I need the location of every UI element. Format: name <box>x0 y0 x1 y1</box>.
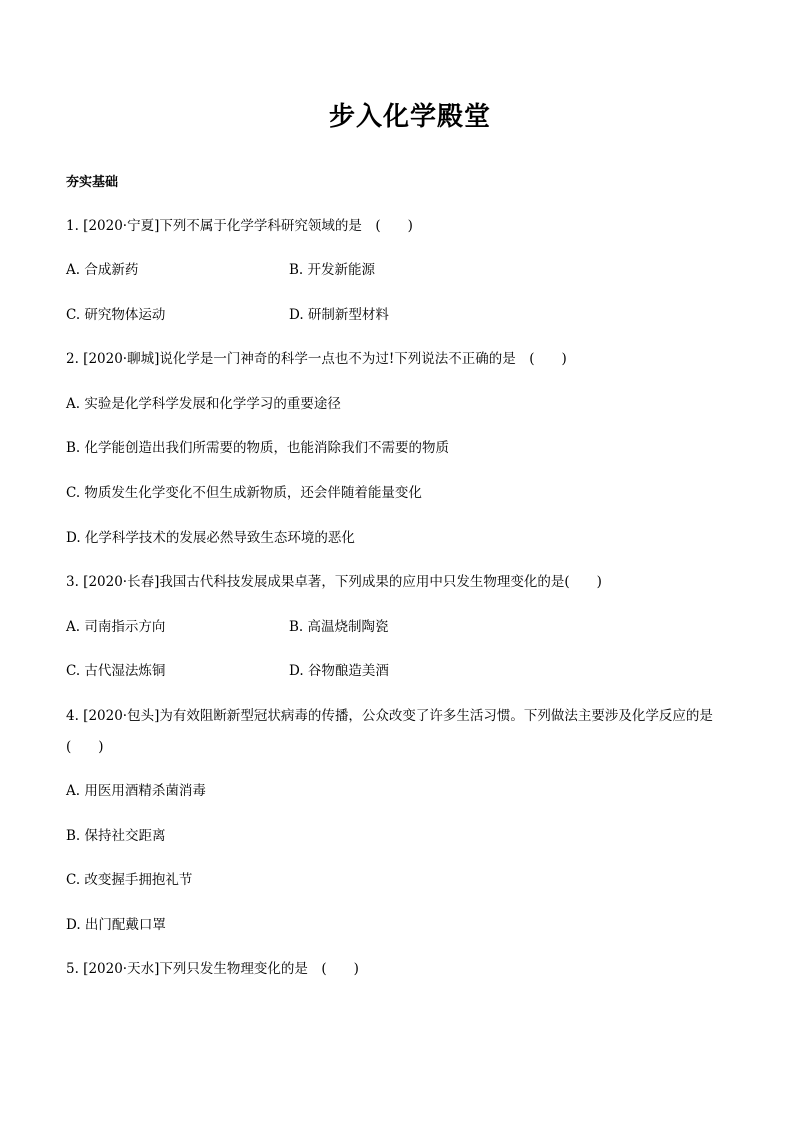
question-1-option-c: C. 研究物体运动 <box>66 307 166 323</box>
question-2-option-b: B. 化学能创造出我们所需要的物质，也能消除我们不需要的物质 <box>66 440 450 456</box>
question-4-stem: 4. [2020·包头]为有效阻断新型冠状病毒的传播，公众改变了许多生活习惯。下列做法主要涉及化学反应的是 <box>66 708 713 724</box>
question-1-option-a: A. 合成新药 <box>66 262 139 278</box>
question-4-option-c: C. 改变握手拥抱礼节 <box>66 872 193 888</box>
question-1-stem: 1. [2020·宁夏]下列不属于化学学科研究领域的是 ( ) <box>66 218 413 234</box>
question-1-option-b: B. 开发新能源 <box>289 262 376 278</box>
question-1-option-d: D. 研制新型材料 <box>289 307 389 323</box>
question-2-option-c: C. 物质发生化学变化不但生成新物质，还会伴随着能量变化 <box>66 485 422 501</box>
question-3-option-a: A. 司南指示方向 <box>66 619 166 635</box>
section-heading: 夯实基础 <box>66 175 119 190</box>
question-2-option-d: D. 化学科学技术的发展必然导致生态环境的恶化 <box>66 530 355 546</box>
question-4-option-a: A. 用医用酒精杀菌消毒 <box>66 783 206 799</box>
question-3-option-d: D. 谷物酿造美酒 <box>289 663 389 679</box>
question-2-stem: 2. [2020·聊城]说化学是一门神奇的科学一点也不为过!下列说法不正确的是 ( ) <box>66 351 567 367</box>
question-3-option-b: B. 高温烧制陶瓷 <box>289 619 389 635</box>
question-2-option-a: A. 实验是化学科学发展和化学学习的重要途径 <box>66 396 341 412</box>
question-5-stem: 5. [2020·天水]下列只发生物理变化的是 ( ) <box>66 961 359 977</box>
page-title: 步入化学殿堂 <box>328 102 491 132</box>
question-4-option-d: D. 出门配戴口罩 <box>66 917 166 933</box>
question-4-option-b: B. 保持社交距离 <box>66 828 166 844</box>
question-3-stem: 3. [2020·长春]我国古代科技发展成果卓著，下列成果的应用中只发生物理变化的是( ) <box>66 574 602 590</box>
question-4-stem-continuation: ( ) <box>66 739 104 755</box>
question-3-option-c: C. 古代湿法炼铜 <box>66 663 166 679</box>
